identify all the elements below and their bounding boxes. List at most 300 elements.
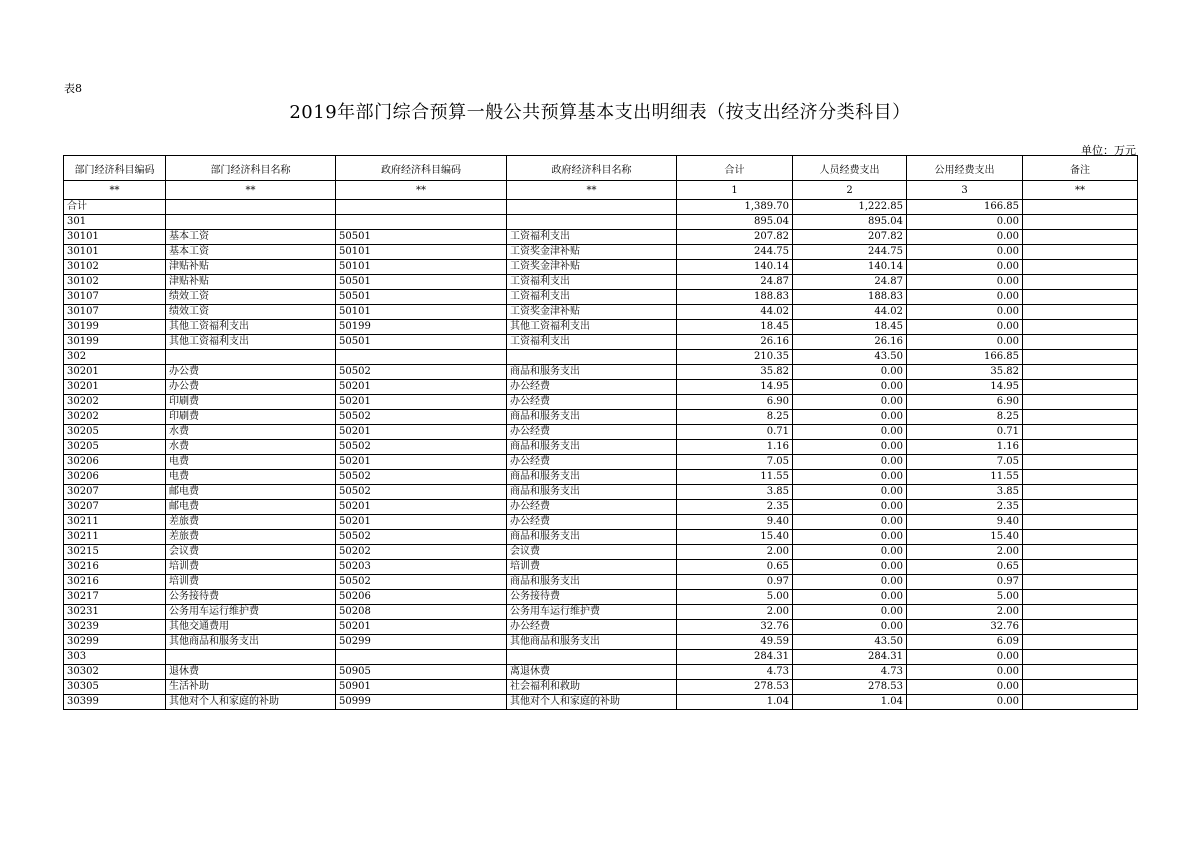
- gov-code-cell: [336, 350, 507, 365]
- gov-name-cell: 工资奖金津补贴: [507, 305, 677, 320]
- note-cell: [1023, 455, 1138, 470]
- public-cell: 35.82: [907, 365, 1023, 380]
- dept-name-cell: [166, 215, 336, 230]
- public-cell: 166.85: [907, 200, 1023, 215]
- personnel-cell: 1.04: [793, 695, 907, 710]
- gov-name-cell: 办公经费: [507, 455, 677, 470]
- dept-code-cell: 30202: [64, 410, 166, 425]
- total-cell: 188.83: [677, 290, 793, 305]
- personnel-cell: 0.00: [793, 515, 907, 530]
- public-cell: 3.85: [907, 485, 1023, 500]
- personnel-cell: 0.00: [793, 620, 907, 635]
- personnel-cell: 0.00: [793, 500, 907, 515]
- dept-code-cell: 302: [64, 350, 166, 365]
- note-cell: [1023, 695, 1138, 710]
- category-row: [64, 215, 1138, 230]
- gov-code-cell: 50201: [336, 620, 507, 635]
- gov-code-cell: 50502: [336, 410, 507, 425]
- dept-name-cell: 印刷费: [166, 410, 336, 425]
- note-cell: [1023, 425, 1138, 440]
- dept-name-cell: 生活补助: [166, 680, 336, 695]
- dept-name-cell: 津贴补贴: [166, 275, 336, 290]
- gov-name-cell: 离退休费: [507, 665, 677, 680]
- note-cell: [1023, 275, 1138, 290]
- note-cell: [1023, 260, 1138, 275]
- public-cell: 0.00: [907, 290, 1023, 305]
- dept-name-cell: 电费: [166, 455, 336, 470]
- total-cell: 49.59: [677, 635, 793, 650]
- dept-code-cell: 30107: [64, 305, 166, 320]
- note-cell: [1023, 680, 1138, 695]
- dept-name-cell: [166, 200, 336, 215]
- dept-code-cell: 30217: [64, 590, 166, 605]
- table-row: [64, 500, 1138, 515]
- table-row: [64, 485, 1138, 500]
- dept-code-cell: 30206: [64, 455, 166, 470]
- dept-code-cell: 30205: [64, 425, 166, 440]
- personnel-cell: 278.53: [793, 680, 907, 695]
- dept-code-cell: 30201: [64, 365, 166, 380]
- index-cell: 1: [677, 181, 793, 200]
- note-cell: [1023, 350, 1138, 365]
- dept-code-cell: 30205: [64, 440, 166, 455]
- gov-name-cell: 工资福利支出: [507, 230, 677, 245]
- total-cell: 3.85: [677, 485, 793, 500]
- dept-code-cell: 30202: [64, 395, 166, 410]
- dept-name-cell: 基本工资: [166, 245, 336, 260]
- gov-code-cell: [336, 200, 507, 215]
- table-row: [64, 665, 1138, 680]
- col-header-gov-code: 政府经济科目编码: [336, 156, 507, 181]
- table-row: [64, 515, 1138, 530]
- dept-code-cell: 30199: [64, 320, 166, 335]
- total-cell: 2.00: [677, 545, 793, 560]
- note-cell: [1023, 560, 1138, 575]
- dept-code-cell: 30101: [64, 230, 166, 245]
- public-cell: 2.35: [907, 500, 1023, 515]
- total-cell: 2.35: [677, 500, 793, 515]
- dept-code-cell: 30102: [64, 275, 166, 290]
- dept-code-cell: 合计: [64, 200, 166, 215]
- note-cell: [1023, 605, 1138, 620]
- table-row: [64, 575, 1138, 590]
- dept-code-cell: 30199: [64, 335, 166, 350]
- personnel-cell: 188.83: [793, 290, 907, 305]
- public-cell: 166.85: [907, 350, 1023, 365]
- total-cell: 8.25: [677, 410, 793, 425]
- dept-name-cell: 水费: [166, 440, 336, 455]
- personnel-cell: 0.00: [793, 380, 907, 395]
- gov-name-cell: 办公经费: [507, 515, 677, 530]
- gov-code-cell: 50101: [336, 245, 507, 260]
- gov-code-cell: 50502: [336, 575, 507, 590]
- public-cell: 0.00: [907, 275, 1023, 290]
- gov-name-cell: 商品和服务支出: [507, 470, 677, 485]
- table-row: [64, 365, 1138, 380]
- gov-code-cell: 50202: [336, 545, 507, 560]
- gov-code-cell: 50201: [336, 455, 507, 470]
- gov-code-cell: 50501: [336, 290, 507, 305]
- dept-name-cell: 印刷费: [166, 395, 336, 410]
- personnel-cell: 43.50: [793, 350, 907, 365]
- gov-code-cell: 50201: [336, 395, 507, 410]
- table-row: [64, 290, 1138, 305]
- public-cell: 5.00: [907, 590, 1023, 605]
- note-cell: [1023, 305, 1138, 320]
- gov-code-cell: 50201: [336, 515, 507, 530]
- total-cell: 244.75: [677, 245, 793, 260]
- table-row: [64, 620, 1138, 635]
- total-cell: 44.02: [677, 305, 793, 320]
- gov-name-cell: 商品和服务支出: [507, 410, 677, 425]
- public-cell: 0.00: [907, 665, 1023, 680]
- personnel-cell: 895.04: [793, 215, 907, 230]
- note-cell: [1023, 530, 1138, 545]
- table-row: [64, 410, 1138, 425]
- dept-name-cell: 基本工资: [166, 230, 336, 245]
- gov-name-cell: 工资福利支出: [507, 335, 677, 350]
- gov-code-cell: [336, 215, 507, 230]
- total-cell: 1.16: [677, 440, 793, 455]
- personnel-cell: 26.16: [793, 335, 907, 350]
- personnel-cell: 0.00: [793, 470, 907, 485]
- public-cell: 6.09: [907, 635, 1023, 650]
- col-header-gov-name: 政府经济科目名称: [507, 156, 677, 181]
- dept-name-cell: [166, 650, 336, 665]
- total-row: [64, 200, 1138, 215]
- gov-name-cell: 公务接待费: [507, 590, 677, 605]
- table-row: [64, 440, 1138, 455]
- gov-name-cell: 商品和服务支出: [507, 440, 677, 455]
- table-row: [64, 590, 1138, 605]
- public-cell: 0.00: [907, 305, 1023, 320]
- gov-code-cell: 50201: [336, 500, 507, 515]
- dept-name-cell: 其他工资福利支出: [166, 335, 336, 350]
- dept-name-cell: 公务接待费: [166, 590, 336, 605]
- dept-name-cell: 培训费: [166, 560, 336, 575]
- personnel-cell: 244.75: [793, 245, 907, 260]
- gov-name-cell: 其他商品和服务支出: [507, 635, 677, 650]
- dept-code-cell: 30215: [64, 545, 166, 560]
- gov-code-cell: 50999: [336, 695, 507, 710]
- public-cell: 1.16: [907, 440, 1023, 455]
- dept-code-cell: 30102: [64, 260, 166, 275]
- dept-name-cell: 办公费: [166, 380, 336, 395]
- gov-code-cell: 50501: [336, 275, 507, 290]
- index-cell: **: [507, 181, 677, 200]
- dept-code-cell: 30216: [64, 560, 166, 575]
- note-cell: [1023, 290, 1138, 305]
- page-title: 2019年部门综合预算一般公共预算基本支出明细表（按支出经济分类科目）: [289, 102, 911, 123]
- total-cell: 18.45: [677, 320, 793, 335]
- gov-code-cell: 50299: [336, 635, 507, 650]
- note-cell: [1023, 245, 1138, 260]
- note-cell: [1023, 665, 1138, 680]
- expenditure-table: [63, 155, 1138, 710]
- note-cell: [1023, 620, 1138, 635]
- note-cell: [1023, 650, 1138, 665]
- dept-name-cell: 差旅费: [166, 515, 336, 530]
- total-cell: 895.04: [677, 215, 793, 230]
- dept-code-cell: 30206: [64, 470, 166, 485]
- personnel-cell: 0.00: [793, 530, 907, 545]
- personnel-cell: 0.00: [793, 395, 907, 410]
- personnel-cell: 0.00: [793, 590, 907, 605]
- gov-code-cell: 50201: [336, 380, 507, 395]
- total-cell: 0.71: [677, 425, 793, 440]
- table-row: [64, 560, 1138, 575]
- gov-code-cell: 50901: [336, 680, 507, 695]
- personnel-cell: 0.00: [793, 560, 907, 575]
- dept-code-cell: 30216: [64, 575, 166, 590]
- table-row: [64, 230, 1138, 245]
- public-cell: 11.55: [907, 470, 1023, 485]
- table-row: [64, 530, 1138, 545]
- gov-name-cell: 办公经费: [507, 500, 677, 515]
- table-row: [64, 455, 1138, 470]
- dept-name-cell: 退休费: [166, 665, 336, 680]
- dept-name-cell: 津贴补贴: [166, 260, 336, 275]
- personnel-cell: 18.45: [793, 320, 907, 335]
- table-row: [64, 305, 1138, 320]
- note-cell: [1023, 485, 1138, 500]
- note-cell: [1023, 215, 1138, 230]
- dept-code-cell: 30207: [64, 485, 166, 500]
- index-cell: **: [64, 181, 166, 200]
- personnel-cell: 284.31: [793, 650, 907, 665]
- public-cell: 0.00: [907, 215, 1023, 230]
- dept-name-cell: 绩效工资: [166, 305, 336, 320]
- personnel-cell: 0.00: [793, 425, 907, 440]
- table-row: [64, 635, 1138, 650]
- category-row: [64, 350, 1138, 365]
- table-row: [64, 275, 1138, 290]
- gov-name-cell: [507, 215, 677, 230]
- dept-code-cell: 30207: [64, 500, 166, 515]
- dept-code-cell: 303: [64, 650, 166, 665]
- personnel-cell: 24.87: [793, 275, 907, 290]
- personnel-cell: 4.73: [793, 665, 907, 680]
- gov-code-cell: 50203: [336, 560, 507, 575]
- public-cell: 15.40: [907, 530, 1023, 545]
- table-row: [64, 245, 1138, 260]
- index-row: [64, 181, 1138, 200]
- total-cell: 1,389.70: [677, 200, 793, 215]
- gov-code-cell: 50101: [336, 260, 507, 275]
- gov-name-cell: 办公经费: [507, 395, 677, 410]
- personnel-cell: 0.00: [793, 575, 907, 590]
- public-cell: 0.00: [907, 650, 1023, 665]
- total-cell: 6.90: [677, 395, 793, 410]
- public-cell: 0.97: [907, 575, 1023, 590]
- total-cell: 14.95: [677, 380, 793, 395]
- dept-code-cell: 30211: [64, 530, 166, 545]
- table-row: [64, 260, 1138, 275]
- public-cell: 0.00: [907, 320, 1023, 335]
- gov-name-cell: 社会福利和救助: [507, 680, 677, 695]
- gov-name-cell: 商品和服务支出: [507, 530, 677, 545]
- note-cell: [1023, 200, 1138, 215]
- gov-code-cell: 50201: [336, 425, 507, 440]
- dept-code-cell: 30239: [64, 620, 166, 635]
- index-cell: 2: [793, 181, 907, 200]
- total-cell: 210.35: [677, 350, 793, 365]
- total-cell: 278.53: [677, 680, 793, 695]
- gov-name-cell: 办公经费: [507, 425, 677, 440]
- public-cell: 0.00: [907, 260, 1023, 275]
- note-cell: [1023, 515, 1138, 530]
- public-cell: 0.00: [907, 245, 1023, 260]
- dept-name-cell: [166, 350, 336, 365]
- gov-name-cell: 工资奖金津补贴: [507, 260, 677, 275]
- gov-name-cell: 会议费: [507, 545, 677, 560]
- total-cell: 7.05: [677, 455, 793, 470]
- dept-name-cell: 公务用车运行维护费: [166, 605, 336, 620]
- gov-name-cell: 商品和服务支出: [507, 365, 677, 380]
- total-cell: 15.40: [677, 530, 793, 545]
- note-cell: [1023, 575, 1138, 590]
- total-cell: 207.82: [677, 230, 793, 245]
- gov-name-cell: 培训费: [507, 560, 677, 575]
- public-cell: 14.95: [907, 380, 1023, 395]
- gov-code-cell: 50101: [336, 305, 507, 320]
- note-cell: [1023, 635, 1138, 650]
- personnel-cell: 43.50: [793, 635, 907, 650]
- personnel-cell: 0.00: [793, 365, 907, 380]
- public-cell: 0.00: [907, 230, 1023, 245]
- gov-code-cell: 50905: [336, 665, 507, 680]
- dept-name-cell: 水费: [166, 425, 336, 440]
- total-cell: 284.31: [677, 650, 793, 665]
- dept-name-cell: 邮电费: [166, 485, 336, 500]
- dept-name-cell: 邮电费: [166, 500, 336, 515]
- gov-code-cell: [336, 650, 507, 665]
- public-cell: 0.00: [907, 335, 1023, 350]
- dept-name-cell: 其他对个人和家庭的补助: [166, 695, 336, 710]
- table-body: [64, 181, 1138, 710]
- note-cell: [1023, 365, 1138, 380]
- dept-name-cell: 其他交通费用: [166, 620, 336, 635]
- personnel-cell: 0.00: [793, 455, 907, 470]
- gov-name-cell: 商品和服务支出: [507, 485, 677, 500]
- index-cell: **: [336, 181, 507, 200]
- total-cell: 0.97: [677, 575, 793, 590]
- note-cell: [1023, 230, 1138, 245]
- category-row: [64, 650, 1138, 665]
- gov-name-cell: [507, 350, 677, 365]
- gov-code-cell: 50206: [336, 590, 507, 605]
- personnel-cell: 0.00: [793, 440, 907, 455]
- total-cell: 35.82: [677, 365, 793, 380]
- dept-code-cell: 30231: [64, 605, 166, 620]
- personnel-cell: 0.00: [793, 485, 907, 500]
- gov-code-cell: 50502: [336, 530, 507, 545]
- public-cell: 0.00: [907, 680, 1023, 695]
- note-cell: [1023, 410, 1138, 425]
- dept-name-cell: 培训费: [166, 575, 336, 590]
- public-cell: 6.90: [907, 395, 1023, 410]
- unit-label: 单位：万元: [1081, 144, 1136, 157]
- note-cell: [1023, 590, 1138, 605]
- gov-code-cell: 50501: [336, 335, 507, 350]
- total-cell: 24.87: [677, 275, 793, 290]
- gov-code-cell: 50502: [336, 470, 507, 485]
- table-row: [64, 695, 1138, 710]
- gov-code-cell: 50501: [336, 230, 507, 245]
- index-cell: **: [166, 181, 336, 200]
- personnel-cell: 207.82: [793, 230, 907, 245]
- gov-code-cell: 50502: [336, 440, 507, 455]
- personnel-cell: 1,222.85: [793, 200, 907, 215]
- dept-code-cell: 301: [64, 215, 166, 230]
- personnel-cell: 0.00: [793, 605, 907, 620]
- index-cell: 3: [907, 181, 1023, 200]
- personnel-cell: 0.00: [793, 545, 907, 560]
- public-cell: 32.76: [907, 620, 1023, 635]
- public-cell: 8.25: [907, 410, 1023, 425]
- total-cell: 140.14: [677, 260, 793, 275]
- table-row: [64, 470, 1138, 485]
- gov-code-cell: 50502: [336, 485, 507, 500]
- gov-name-cell: 其他对个人和家庭的补助: [507, 695, 677, 710]
- personnel-cell: 140.14: [793, 260, 907, 275]
- total-cell: 0.65: [677, 560, 793, 575]
- header-row: [64, 156, 1138, 181]
- col-header-personnel: 人员经费支出: [793, 156, 907, 181]
- gov-name-cell: 办公经费: [507, 620, 677, 635]
- gov-code-cell: 50502: [336, 365, 507, 380]
- dept-name-cell: 会议费: [166, 545, 336, 560]
- note-cell: [1023, 335, 1138, 350]
- public-cell: 0.71: [907, 425, 1023, 440]
- dept-code-cell: 30399: [64, 695, 166, 710]
- table-row: [64, 320, 1138, 335]
- dept-name-cell: 其他商品和服务支出: [166, 635, 336, 650]
- gov-name-cell: 商品和服务支出: [507, 575, 677, 590]
- dept-code-cell: 30101: [64, 245, 166, 260]
- dept-code-cell: 30305: [64, 680, 166, 695]
- gov-name-cell: 公务用车运行维护费: [507, 605, 677, 620]
- dept-name-cell: 绩效工资: [166, 290, 336, 305]
- note-cell: [1023, 320, 1138, 335]
- dept-name-cell: 其他工资福利支出: [166, 320, 336, 335]
- dept-code-cell: 30107: [64, 290, 166, 305]
- gov-name-cell: 工资奖金津补贴: [507, 245, 677, 260]
- total-cell: 2.00: [677, 605, 793, 620]
- note-cell: [1023, 440, 1138, 455]
- dept-name-cell: 办公费: [166, 365, 336, 380]
- gov-name-cell: [507, 200, 677, 215]
- table-row: [64, 545, 1138, 560]
- total-cell: 11.55: [677, 470, 793, 485]
- dept-code-cell: 30201: [64, 380, 166, 395]
- gov-code-cell: 50208: [336, 605, 507, 620]
- table-number: 表8: [64, 82, 82, 95]
- gov-name-cell: [507, 650, 677, 665]
- total-cell: 5.00: [677, 590, 793, 605]
- table-row: [64, 605, 1138, 620]
- total-cell: 32.76: [677, 620, 793, 635]
- col-header-dept-name: 部门经济科目名称: [166, 156, 336, 181]
- table-row: [64, 380, 1138, 395]
- note-cell: [1023, 500, 1138, 515]
- public-cell: 2.00: [907, 605, 1023, 620]
- index-cell: **: [1023, 181, 1138, 200]
- table-row: [64, 395, 1138, 410]
- col-header-note: 备注: [1023, 156, 1138, 181]
- dept-name-cell: 差旅费: [166, 530, 336, 545]
- public-cell: 2.00: [907, 545, 1023, 560]
